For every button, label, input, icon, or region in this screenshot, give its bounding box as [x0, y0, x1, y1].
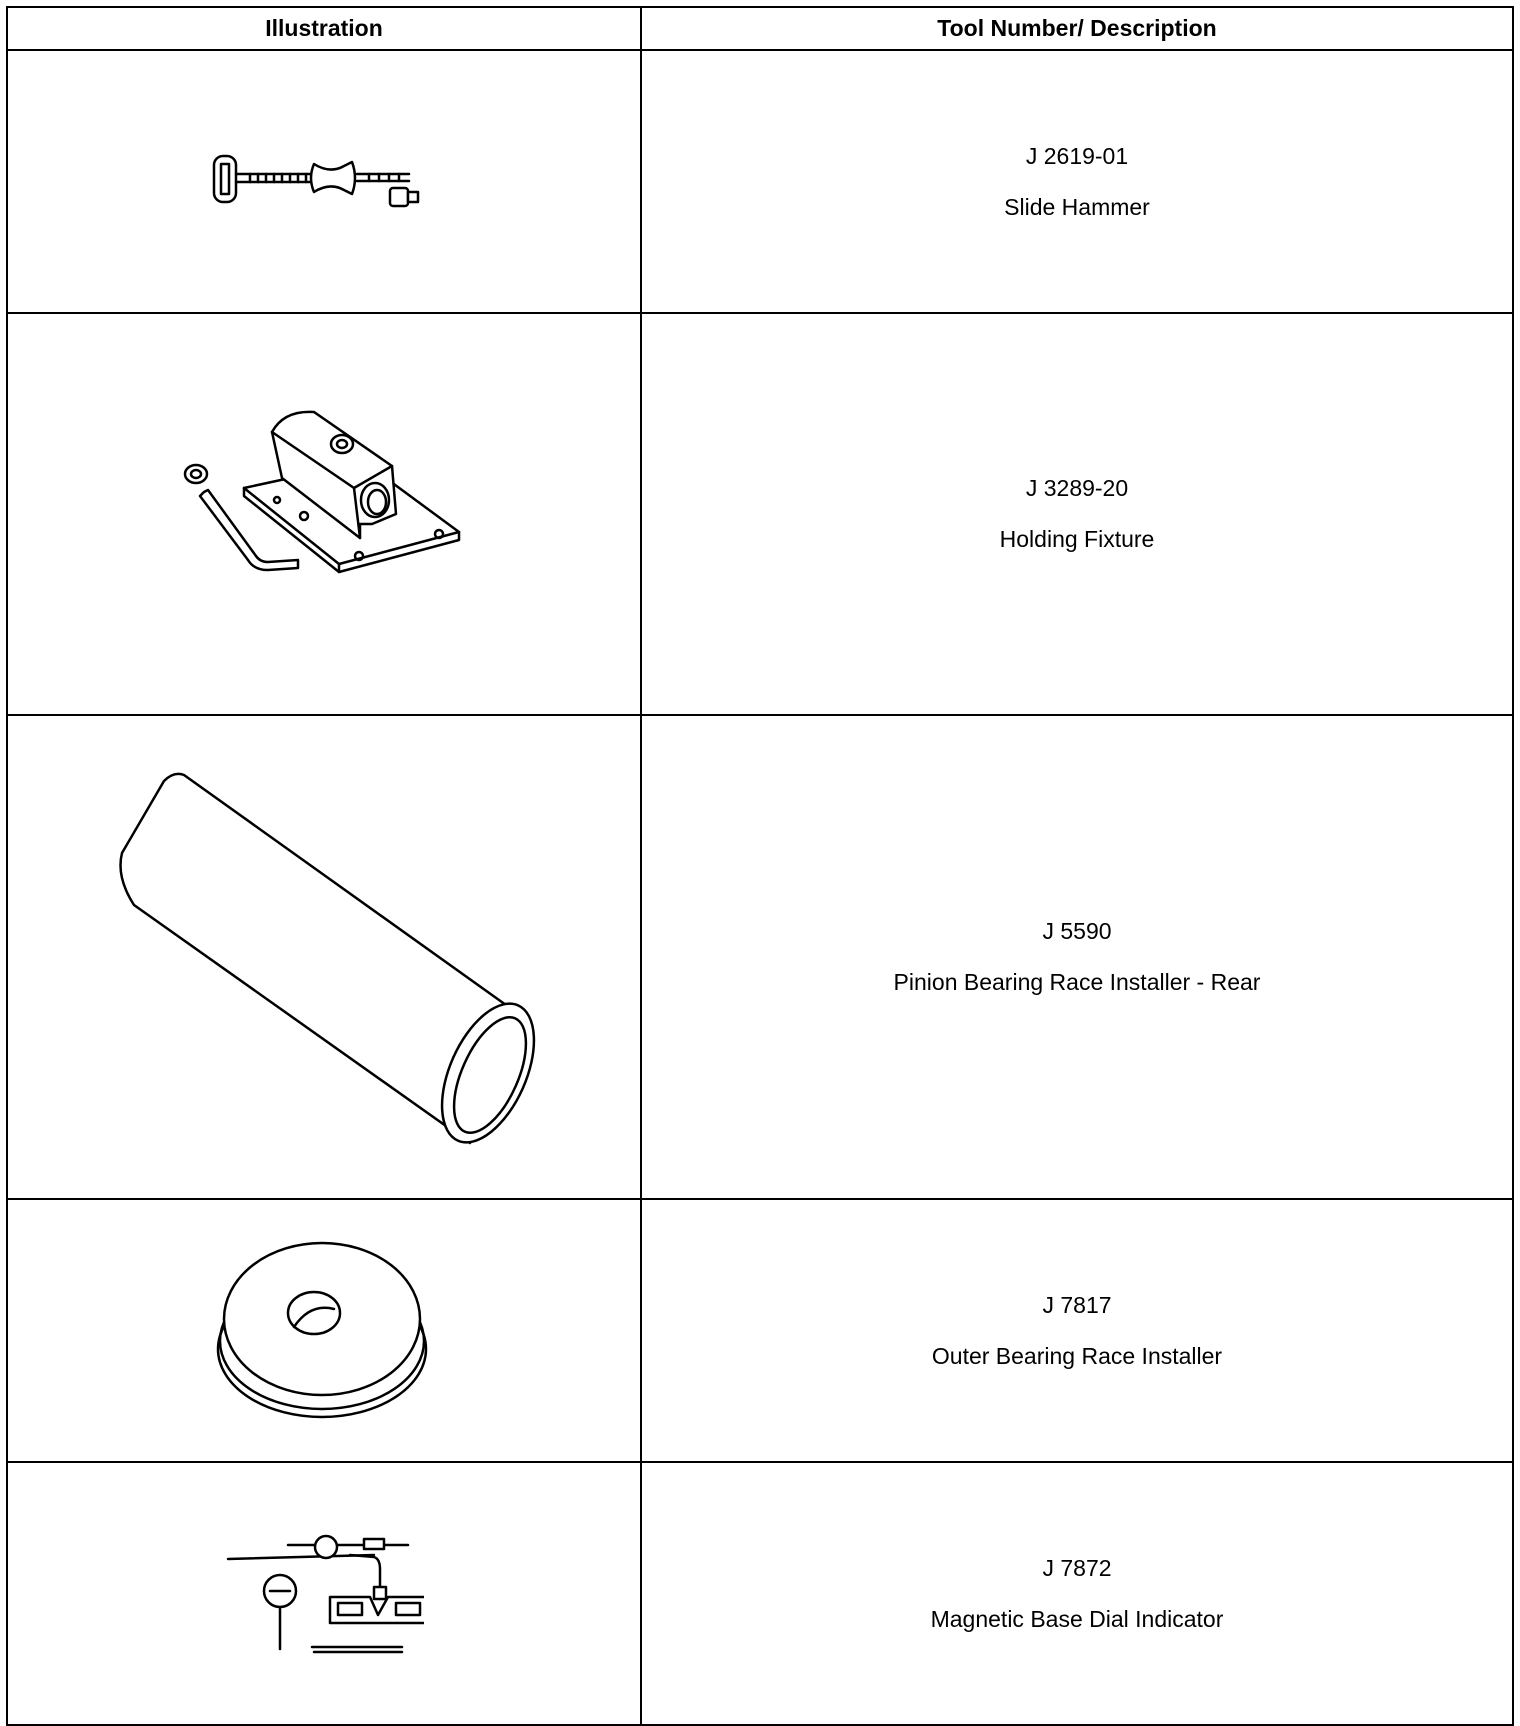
tool-description: Magnetic Base Dial Indicator	[930, 1605, 1224, 1632]
illustration-cell	[7, 1462, 641, 1725]
holding-fixture-icon	[164, 404, 484, 624]
illustration-cell	[7, 1199, 641, 1462]
dial-indicator-icon	[224, 1519, 424, 1669]
tool-cell	[641, 50, 1513, 313]
tool-header: Tool Number/ Description	[641, 7, 1513, 50]
tool-description: Outer Bearing Race Installer	[931, 1342, 1223, 1369]
illustration-cell	[7, 715, 641, 1199]
slide-hammer-icon	[204, 142, 444, 222]
table-row	[7, 1199, 1513, 1462]
tools-table	[6, 6, 1514, 1726]
illustration-header: Illustration	[7, 7, 641, 50]
table-row	[7, 50, 1513, 313]
tool-description: Slide Hammer	[1004, 193, 1150, 220]
tool-number: J 7817	[1042, 1291, 1112, 1318]
tool-description: Holding Fixture	[999, 526, 1155, 552]
table-row	[7, 715, 1513, 1199]
table-row	[7, 313, 1513, 715]
header-row	[7, 7, 1513, 50]
tool-number: J 7872	[1042, 1554, 1112, 1581]
illustration-cell	[7, 50, 641, 313]
race-installer-tube-icon	[94, 757, 554, 1157]
table-row	[7, 1462, 1513, 1725]
tool-cell	[641, 1199, 1513, 1462]
outer-race-installer-icon	[214, 1231, 434, 1431]
tool-number: J 2619-01	[1025, 142, 1129, 169]
tool-cell	[641, 313, 1513, 715]
tool-number: J 5590	[1042, 918, 1112, 944]
illustration-cell	[7, 313, 641, 715]
tool-cell	[641, 1462, 1513, 1725]
tool-number: J 3289-20	[1025, 475, 1129, 501]
tool-description: Pinion Bearing Race Installer - Rear	[893, 969, 1261, 995]
tool-cell	[641, 715, 1513, 1199]
